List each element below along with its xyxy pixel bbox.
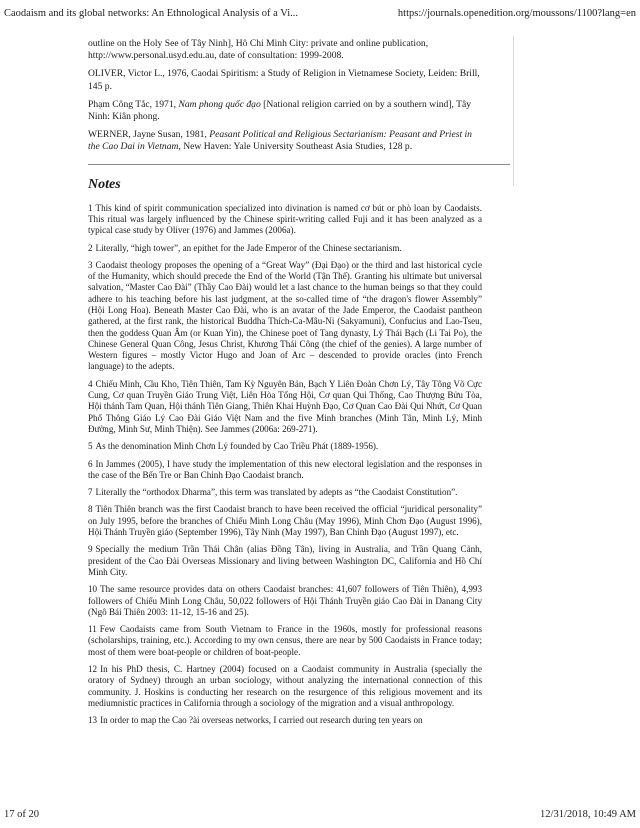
note-number[interactable]: 3 [88,259,93,270]
article-content [88,38,482,733]
note-text: In order to map the Cao ?ài overseas networks, I carried out research during ten years on [100,715,423,726]
bibliography-entry [88,129,482,153]
note-text: Tiên Thiên branch was the first Caodaist branch to have been received the official “juridical personality” on July 1995, before the branches of Chiếu Minh Long Châu (May 1996), Minh Chơn Đạo (August 1996), Hội Thánh Truyền giáo (September 1996), Tây Ninh (May 1997), Ban Chỉnh Đạo (August 1997), etc. [88,504,482,538]
note-text: The same resource provides data on others Caodaist branches: 41,607 followers of Tiên Thiên), 4,993 followers of Chiếu Minh Long Châu, 50,022 followers of Hội Thánh Truyền giáo Cao Đài in Danang City (Ngô Bái Thiên 2003: 11-12, 15-16 and 25). [88,584,482,617]
note-text: In Jammes (2005), I have study the implementation of this new electoral legislation and the responses in the case of the Bến Tre or Ban Chỉnh Đạo Caodaist branch. [88,458,482,480]
entry-title: Peasant Political and Religious Sectarianism: Peasant and Priest in the Cao Dai in Vietnam [88,129,472,153]
entry-prefix: Phạm Công Tắc, 1971, [88,98,179,110]
note-item [88,459,482,482]
note-text: Few Caodaists came from South Vietnam to France in the 1960s, mostly for professional reasons (scholarships, training, etc.). According to my own census, there are near by 500 Caodaists in France today; most of them were boat-people or children of boat-people. [88,624,482,657]
entry-prefix: WERNER, Jayne Susan, 1981, [88,129,210,141]
note-number[interactable]: 10 [88,584,98,595]
entry-suffix: [National religion carried on by a southern wind], Tây Ninh: Kiân phong. [88,98,472,123]
note-item [88,441,482,452]
page-url[interactable]: https://journals.openedition.org/moussons/1100?lang=en [397,8,636,19]
note-text: In his PhD thesis, C. Hartney (2004) focused on a Caodaist community in Australia (specially the oratory of Sydney) through an urban sociology, without analyzing the international connection of this community. J. Hoskins is conducting her research on the resurgence of this religious movement and its mediumnistic practices in California through a sociology of the migration and a visual anthropology. [88,664,482,708]
note-text: This kind of spirit communication specialized into divination is named cơ bút or phò loan by Caodaists. This ritual was largely influenced by the Chinese spirit-writing called Fuji and it has been analyzed as a typical case study by Oliver (1976) and Jammes (2006a). [88,202,482,236]
note-item [88,487,482,498]
note-text: Literally the “orthodox Dharma”, this term was translated by adepts as “the Caodaist Constitution”. [95,487,458,498]
notes-heading: Notes [88,176,121,192]
note-item [88,504,482,538]
note-number[interactable]: 2 [88,242,93,253]
note-text: As the denomination Minh Chơn Lý founded by Cao Triều Phát (1889-1956). [95,441,379,452]
page-title: Caodaism and its global networks: An Ethnological Analysis of a Vi... [4,8,299,19]
note-item [88,260,482,373]
note-number[interactable]: 1 [88,202,93,213]
note-text: Specially the medium Trần Thái Chân (alias Đồng Tân), living in Australia, and Trần Quang Cảnh, president of the Cao Đài Overseas Missionary and living between Washington DC, California and Hồ Chí Minh City. [88,544,482,577]
note-item [88,664,482,709]
note-item [88,243,482,254]
note-number[interactable]: 4 [88,378,93,389]
print-datetime: 12/31/2018, 10:49 AM [540,809,636,820]
scan-artifact [513,36,514,186]
note-item [88,379,482,435]
note-text: Literally, “high tower”, an epithet for the Jade Emperor of the Chinese sectarianism. [95,242,402,253]
bibliography [88,38,482,154]
page-number: 17 of 20 [4,809,39,820]
note-number[interactable]: 11 [88,624,97,635]
note-number[interactable]: 7 [88,487,93,498]
bibliography-entry: OLIVER, Victor L., 1976, Caodai Spiritism: a Study of Religion in Vietnamese Society, Leiden: Brill, 145 p. [88,68,480,92]
note-number[interactable]: 13 [88,715,98,726]
note-number[interactable]: 6 [88,458,93,469]
section-divider [88,164,510,165]
entry-title: Nam phong quốc đạo [178,98,261,110]
note-number[interactable]: 8 [88,504,93,515]
note-number[interactable]: 9 [88,544,93,555]
note-item [88,584,482,618]
note-text: Chiếu Minh, Cầu Kho, Tiên Thiên, Tam Kỳ Nguyên Bản, Bạch Y Liên Đoàn Chơn Lý, Tây Tông Võ Cực Cung, Cơ quan Truyền Giáo Trung Việt, Liên Hòa Tổng Hội, Cơ quan Qui Thống, Cao Thượng Bửu Tòa, Hội thánh Tam Quan, Hội thánh Tiên Giang, Thiên Khai Huỳnh Đạo, Cơ Quan Cao Đài Qui Nhứt, Cơ Quan Phổ Thông Giáo Lý Cao Đài Giáo Việt Nam and the five Minh branches (Minh Tân, Minh Lý, Minh Đường, Minh Sư, Minh Thiện). See Jammes (2006a: 269-271). [88,378,482,434]
bibliography-entry: outline on the Holy See of Tây Ninh], Hô Chi Minh City: private and online publication, http://www.personal.usyd.edu.au, date of consultation: 1999-2008. [88,38,429,62]
note-number[interactable]: 5 [88,441,93,452]
note-item [88,203,482,237]
notes-list [88,203,482,727]
note-item [88,715,482,726]
note-item [88,624,482,658]
note-item [88,544,482,578]
note-number[interactable]: 12 [88,664,98,675]
note-text: Caodaist theology proposes the opening of a “Great Way” (Đại Đạo) or the third and last historical cycle of the Humanity, which should precede the End of the World (Tận Thế). Granting his ultimate but universal salvation, “Master Cao Đài” (Thầy Cao Đài) would let a last chance to the human beings so that they could adhere to his teaching before his last judgment, at the so-called time of “the dragon's flower Assembly” (Hội Long Hoa). Beneath Master Cao Đài, who is an avatar of the Jade Emperor, the Caodaist pantheon gathered, at the first rank, the historical Buddha Thích-Ca-Mâu-Ni (Sakyamuni), Confucius and Lao-Tseu, then the goddess Quan Âm (or Kuan Yin), the Chinese poet of Tang dynasty, Lý Thái Bạch (Li Tai Po), the Chinese General Quan Công, Jesus Christ, Khương Thái Công (the chief of the genies). A large number of Western figures – mostly Victor Hugo and Joan of Arc – descended to provide oracles (into French language) to the adepts. [88,259,482,372]
entry-suffix: , New Haven: Yale University Southeast Asia Studies, 128 p. [178,141,413,153]
bibliography-entry [88,99,482,123]
